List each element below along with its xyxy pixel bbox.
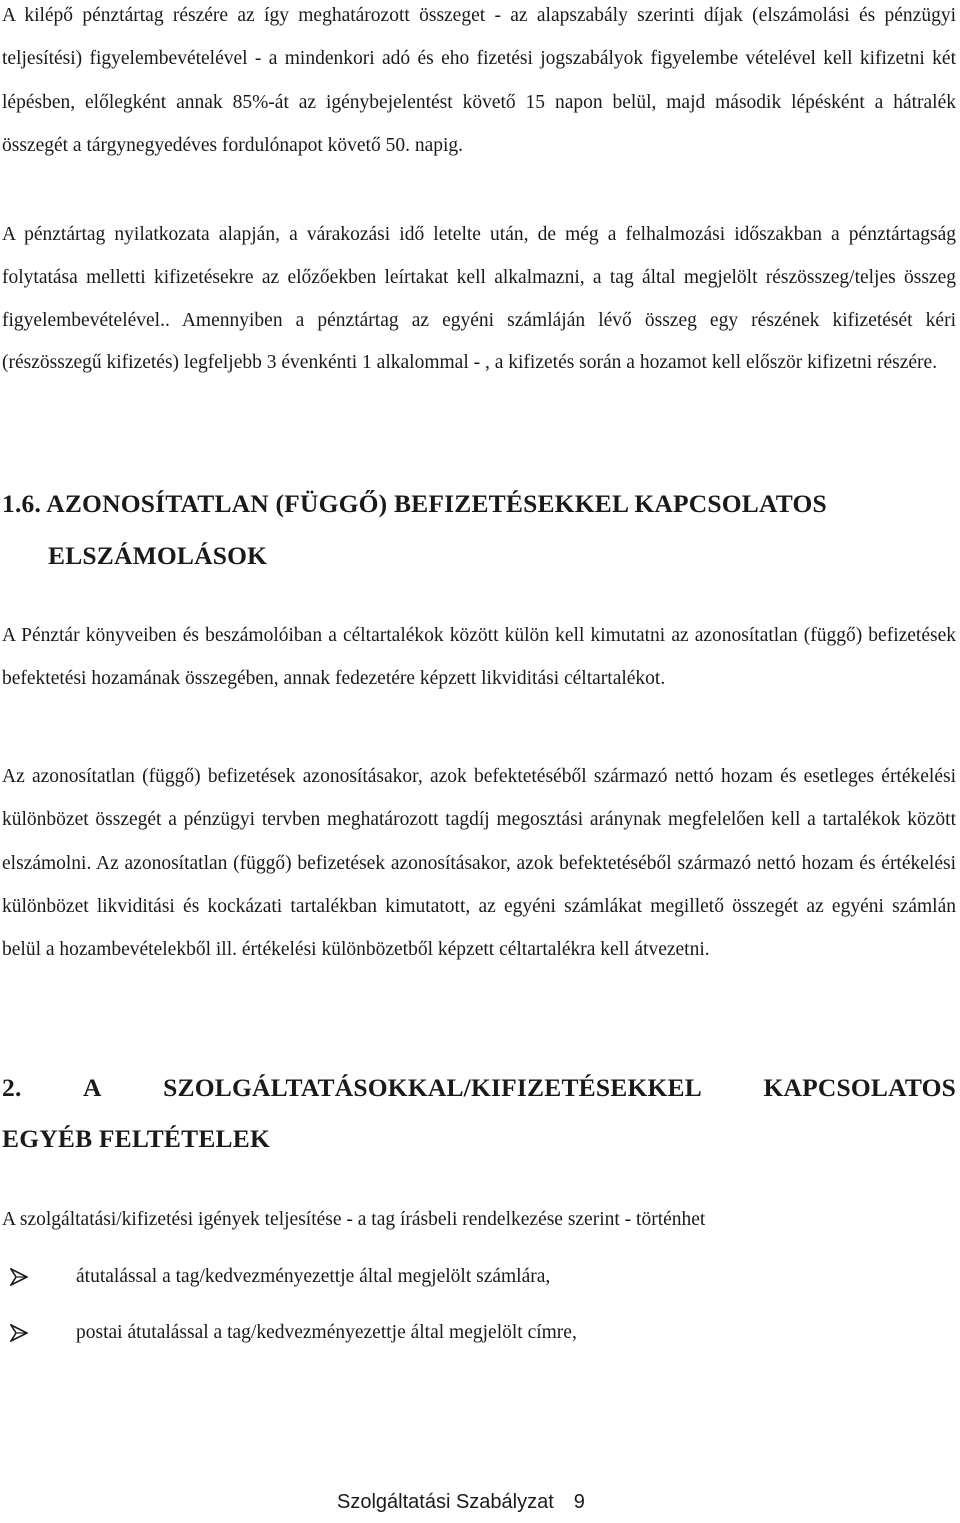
section-heading-2	[2, 1062, 956, 1164]
list-item	[0, 1312, 958, 1368]
section-heading-2-word-kapcsolatos: KAPCSOLATOS	[763, 1073, 956, 1102]
section-heading-2-line1	[2, 1062, 956, 1113]
section-heading-2-line2: EGYÉB FELTÉTELEK	[2, 1124, 270, 1153]
section-heading-2-word-szolgaltatasokkal: SZOLGÁLTATÁSOKKAL/KIFIZETÉSEKKEL	[163, 1073, 702, 1102]
section-heading-2-number: 2.	[2, 1073, 22, 1102]
section-heading-2-word-a: A	[83, 1073, 102, 1102]
section-heading-1-6-line1: 1.6. AZONOSÍTATLAN (FÜGGŐ) BEFIZETÉSEKKEL KAPCSOLATOS	[2, 489, 827, 518]
paragraph-kilepo-kifizetes: A kilépő pénztártag részére az így meghatározott összeget - az alapszabály szerinti díjak (elszámolási és pénzügyi teljesítési) figyelembevételével - a mindenkori adó és eho fizetési jogszabályok figyelembe vételével kell kifizetni két lépésben, előlegként annak 85%-át az igénybejelentést követő 15 napon belül, majd második lépésként a hátralék összegét a tárgynegyedéves fordulónapot követő 50. napig.	[2, 5, 956, 157]
payment-method-list	[0, 1256, 958, 1368]
arrow-check-bullet-icon	[10, 1324, 28, 1342]
footer-title: Szolgáltatási Szabályzat	[337, 1491, 554, 1513]
page-number: 9	[573, 1491, 585, 1513]
section-heading-1-6	[2, 478, 958, 582]
paragraph-szolgaltatasi-igenyek: A szolgáltatási/kifizetési igények teljesítése - a tag írásbeli rendelkezése szerint - történhet	[2, 1209, 706, 1230]
arrow-check-bullet-icon	[10, 1268, 28, 1286]
paragraph-pénztártag-nyilatkozata: A pénztártag nyilatkozata alapján, a várakozási idő letelte után, de még a felhalmozási időszakban a pénztártagság folytatása melletti kifizetésekre az előzőekben leírtakat kell alkalmazni, a tag által megjelölt részösszeg/teljes összeg figyelembevételével.. Amennyiben a pénztártag az egyéni számláján lévő összeg egy részének kifizetését kéri (részösszegű kifizetés) legfeljebb 3 évenkénti 1 alkalommal - , a kifizetés során a hozamot kell először kifizetni részére.	[2, 224, 956, 374]
list-item	[0, 1256, 958, 1312]
paragraph-celtartalek: A Pénztár könyveiben és beszámolóiban a céltartalékok között külön kell kimutatni az azonosítatlan (függő) befizetések befektetési hozamának összegében, annak fedezetére képzett likviditási céltartalékot.	[2, 625, 956, 689]
paragraph-azonositas: Az azonosítatlan (függő) befizetések azonosításakor, azok befektetéséből származó nettó hozam és esetleges értékelési különbözet összegét a pénzügyi tervben meghatározott tagdíj megosztási aránynak megfelelően kell a tartalékok között elszámolni. Az azonosítatlan (függő) befizetések azonosításakor, azok befektetéséből származó nettó hozam és értékelési különbözet likviditási és kockázati tartalékban kimutatott, az egyéni számlákat megillető összegét az egyéni számlán belül a hozambevételekből ill. értékelési különbözetből képzett céltartalékra kell átvezetni.	[2, 766, 956, 961]
section-heading-1-6-line2: ELSZÁMOLÁSOK	[48, 541, 268, 570]
list-item-text: átutalással a tag/kedvezményezettje által megjelölt számlára,	[76, 1266, 551, 1287]
page-footer	[337, 1490, 585, 1514]
list-item-text: postai átutalással a tag/kedvezményezettje által megjelölt címre,	[76, 1322, 577, 1343]
